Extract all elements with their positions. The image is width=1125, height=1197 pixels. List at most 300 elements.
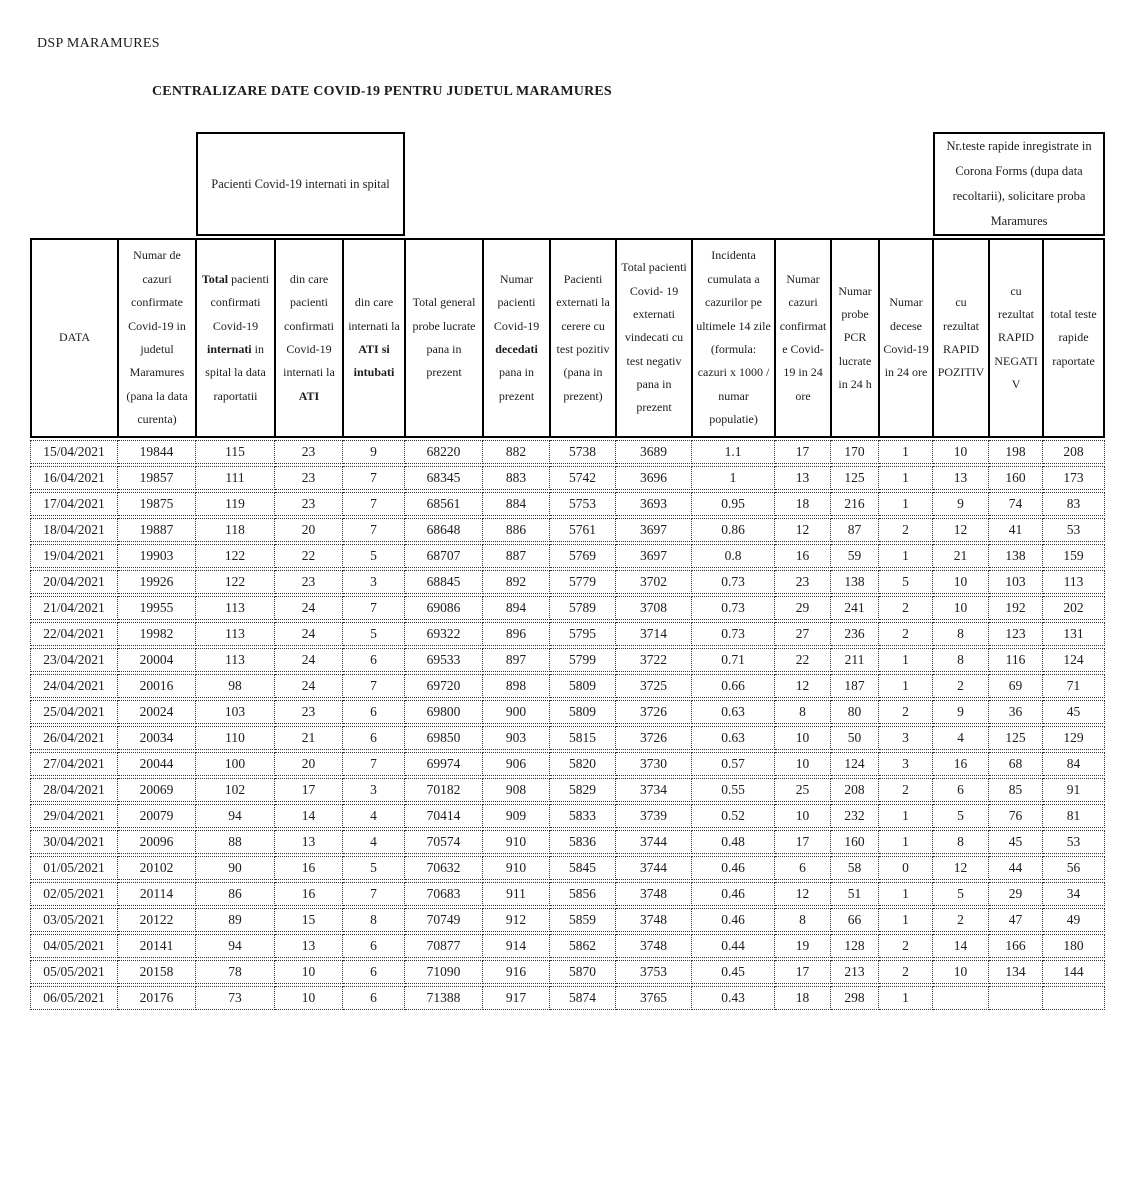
cell-decese-24-ore: 3 bbox=[879, 752, 933, 776]
cell-teste-rapide-total: 71 bbox=[1043, 674, 1105, 698]
cell-probe-lucrate-total: 68707 bbox=[405, 544, 483, 568]
cell-teste-rapide-total: 34 bbox=[1043, 882, 1105, 906]
cell-probe-lucrate-total: 69974 bbox=[405, 752, 483, 776]
column-header-probe-pcr-24-ore: Numar probe PCR lucrate in 24 h bbox=[831, 238, 879, 438]
cell-ati-intubati: 6 bbox=[343, 986, 405, 1010]
cell-probe-pcr-24-ore: 298 bbox=[831, 986, 879, 1010]
cell-data: 23/04/2021 bbox=[30, 648, 118, 672]
cell-decese-24-ore: 2 bbox=[879, 596, 933, 620]
cell-incidenta-14-zile: 0.52 bbox=[692, 804, 775, 828]
cell-decese-24-ore: 1 bbox=[879, 466, 933, 490]
group-header-rapid-tests: Nr.teste rapide inregistrate in Corona Forms (dupa data recoltarii), solicitare proba Maramures bbox=[933, 132, 1105, 236]
cell-rapid-pozitiv: 10 bbox=[933, 570, 989, 594]
cell-probe-pcr-24-ore: 66 bbox=[831, 908, 879, 932]
cell-data: 30/04/2021 bbox=[30, 830, 118, 854]
cell-rapid-pozitiv bbox=[933, 986, 989, 1010]
cell-internati-spital: 88 bbox=[196, 830, 275, 854]
cell-rapid-pozitiv: 8 bbox=[933, 648, 989, 672]
column-header-internati-ati: din care pacienti confirmati Covid-19 internati la ATI bbox=[275, 238, 343, 438]
cell-probe-pcr-24-ore: 58 bbox=[831, 856, 879, 880]
cell-teste-rapide-total: 113 bbox=[1043, 570, 1105, 594]
cell-externati-la-cerere: 5856 bbox=[550, 882, 616, 906]
data-row bbox=[30, 830, 1105, 854]
cell-rapid-negativ: 160 bbox=[989, 466, 1043, 490]
data-row bbox=[30, 622, 1105, 646]
column-header-cazuri-24-ore: Numar cazuri confirmate Covid-19 in 24 ore bbox=[775, 238, 831, 438]
cell-teste-rapide-total: 49 bbox=[1043, 908, 1105, 932]
cell-decese-24-ore: 1 bbox=[879, 804, 933, 828]
cell-cazuri-confirmate-total: 20122 bbox=[118, 908, 196, 932]
cell-internati-ati: 13 bbox=[275, 830, 343, 854]
cell-teste-rapide-total: 124 bbox=[1043, 648, 1105, 672]
cell-probe-pcr-24-ore: 50 bbox=[831, 726, 879, 750]
cell-cazuri-24-ore: 19 bbox=[775, 934, 831, 958]
cell-cazuri-confirmate-total: 20102 bbox=[118, 856, 196, 880]
cell-cazuri-24-ore: 25 bbox=[775, 778, 831, 802]
cell-probe-pcr-24-ore: 80 bbox=[831, 700, 879, 724]
cell-internati-ati: 16 bbox=[275, 856, 343, 880]
cell-probe-pcr-24-ore: 211 bbox=[831, 648, 879, 672]
cell-incidenta-14-zile: 0.73 bbox=[692, 570, 775, 594]
cell-externati-la-cerere: 5795 bbox=[550, 622, 616, 646]
cell-data: 20/04/2021 bbox=[30, 570, 118, 594]
cell-externati-vindecati: 3726 bbox=[616, 700, 692, 724]
cell-incidenta-14-zile: 0.48 bbox=[692, 830, 775, 854]
data-row bbox=[30, 960, 1105, 984]
cell-rapid-pozitiv: 5 bbox=[933, 882, 989, 906]
cell-ati-intubati: 7 bbox=[343, 596, 405, 620]
cell-externati-la-cerere: 5859 bbox=[550, 908, 616, 932]
cell-internati-ati: 24 bbox=[275, 648, 343, 672]
cell-externati-la-cerere: 5753 bbox=[550, 492, 616, 516]
cell-ati-intubati: 3 bbox=[343, 778, 405, 802]
cell-rapid-pozitiv: 6 bbox=[933, 778, 989, 802]
data-row bbox=[30, 804, 1105, 828]
data-row bbox=[30, 544, 1105, 568]
cell-probe-pcr-24-ore: 170 bbox=[831, 440, 879, 464]
cell-internati-spital: 90 bbox=[196, 856, 275, 880]
cell-probe-lucrate-total: 70574 bbox=[405, 830, 483, 854]
cell-decese-24-ore: 2 bbox=[879, 960, 933, 984]
cell-rapid-pozitiv: 13 bbox=[933, 466, 989, 490]
cell-teste-rapide-total: 173 bbox=[1043, 466, 1105, 490]
cell-rapid-pozitiv: 12 bbox=[933, 518, 989, 542]
cell-teste-rapide-total: 91 bbox=[1043, 778, 1105, 802]
cell-cazuri-confirmate-total: 19844 bbox=[118, 440, 196, 464]
cell-ati-intubati: 9 bbox=[343, 440, 405, 464]
data-row bbox=[30, 648, 1105, 672]
cell-incidenta-14-zile: 0.45 bbox=[692, 960, 775, 984]
cell-cazuri-confirmate-total: 20024 bbox=[118, 700, 196, 724]
data-row bbox=[30, 726, 1105, 750]
cell-internati-ati: 21 bbox=[275, 726, 343, 750]
group-header-row bbox=[30, 132, 1105, 236]
cell-probe-pcr-24-ore: 236 bbox=[831, 622, 879, 646]
cell-internati-spital: 89 bbox=[196, 908, 275, 932]
cell-externati-la-cerere: 5820 bbox=[550, 752, 616, 776]
cell-cazuri-confirmate-total: 19982 bbox=[118, 622, 196, 646]
cell-probe-lucrate-total: 70182 bbox=[405, 778, 483, 802]
cell-data: 27/04/2021 bbox=[30, 752, 118, 776]
cell-ati-intubati: 7 bbox=[343, 492, 405, 516]
cell-rapid-pozitiv: 21 bbox=[933, 544, 989, 568]
cell-externati-la-cerere: 5833 bbox=[550, 804, 616, 828]
cell-teste-rapide-total: 81 bbox=[1043, 804, 1105, 828]
cell-cazuri-24-ore: 17 bbox=[775, 830, 831, 854]
cell-rapid-negativ: 36 bbox=[989, 700, 1043, 724]
cell-probe-lucrate-total: 70414 bbox=[405, 804, 483, 828]
cell-externati-vindecati: 3722 bbox=[616, 648, 692, 672]
cell-data: 03/05/2021 bbox=[30, 908, 118, 932]
cell-cazuri-24-ore: 18 bbox=[775, 986, 831, 1010]
column-header-rapid-pozitiv: cu rezultat RAPID POZITIV bbox=[933, 238, 989, 438]
cell-ati-intubati: 5 bbox=[343, 622, 405, 646]
column-header-incidenta-14-zile: Incidenta cumulata a cazurilor pe ultimele 14 zile (formula: cazuri x 1000 / numar populatie) bbox=[692, 238, 775, 438]
covid-data-table bbox=[30, 130, 1105, 1012]
cell-decedati-total: 900 bbox=[483, 700, 550, 724]
cell-incidenta-14-zile: 0.71 bbox=[692, 648, 775, 672]
cell-rapid-negativ: 69 bbox=[989, 674, 1043, 698]
cell-incidenta-14-zile: 0.46 bbox=[692, 908, 775, 932]
cell-data: 02/05/2021 bbox=[30, 882, 118, 906]
cell-decedati-total: 914 bbox=[483, 934, 550, 958]
column-header-data: DATA bbox=[30, 238, 118, 438]
cell-incidenta-14-zile: 0.44 bbox=[692, 934, 775, 958]
cell-incidenta-14-zile: 0.63 bbox=[692, 726, 775, 750]
cell-decedati-total: 917 bbox=[483, 986, 550, 1010]
cell-probe-pcr-24-ore: 138 bbox=[831, 570, 879, 594]
cell-ati-intubati: 6 bbox=[343, 700, 405, 724]
cell-externati-la-cerere: 5809 bbox=[550, 700, 616, 724]
group-header-spacer-middle bbox=[405, 132, 933, 236]
cell-internati-ati: 15 bbox=[275, 908, 343, 932]
cell-internati-ati: 20 bbox=[275, 518, 343, 542]
cell-data: 21/04/2021 bbox=[30, 596, 118, 620]
cell-cazuri-confirmate-total: 20176 bbox=[118, 986, 196, 1010]
cell-decese-24-ore: 1 bbox=[879, 674, 933, 698]
cell-internati-ati: 10 bbox=[275, 960, 343, 984]
cell-internati-ati: 23 bbox=[275, 492, 343, 516]
cell-externati-vindecati: 3726 bbox=[616, 726, 692, 750]
cell-probe-lucrate-total: 68845 bbox=[405, 570, 483, 594]
cell-teste-rapide-total: 56 bbox=[1043, 856, 1105, 880]
cell-data: 17/04/2021 bbox=[30, 492, 118, 516]
cell-data: 04/05/2021 bbox=[30, 934, 118, 958]
cell-cazuri-confirmate-total: 19926 bbox=[118, 570, 196, 594]
cell-internati-spital: 113 bbox=[196, 622, 275, 646]
cell-cazuri-24-ore: 16 bbox=[775, 544, 831, 568]
cell-cazuri-confirmate-total: 19875 bbox=[118, 492, 196, 516]
cell-rapid-pozitiv: 8 bbox=[933, 830, 989, 854]
cell-externati-la-cerere: 5870 bbox=[550, 960, 616, 984]
cell-ati-intubati: 7 bbox=[343, 518, 405, 542]
cell-cazuri-24-ore: 10 bbox=[775, 752, 831, 776]
cell-rapid-pozitiv: 14 bbox=[933, 934, 989, 958]
column-header-probe-lucrate-total: Total general probe lucrate pana in prezent bbox=[405, 238, 483, 438]
data-row bbox=[30, 440, 1105, 464]
cell-cazuri-confirmate-total: 20034 bbox=[118, 726, 196, 750]
cell-incidenta-14-zile: 0.86 bbox=[692, 518, 775, 542]
cell-incidenta-14-zile: 0.43 bbox=[692, 986, 775, 1010]
cell-cazuri-confirmate-total: 20114 bbox=[118, 882, 196, 906]
cell-ati-intubati: 6 bbox=[343, 648, 405, 672]
cell-rapid-pozitiv: 8 bbox=[933, 622, 989, 646]
cell-externati-vindecati: 3744 bbox=[616, 830, 692, 854]
cell-probe-lucrate-total: 69850 bbox=[405, 726, 483, 750]
cell-internati-spital: 103 bbox=[196, 700, 275, 724]
cell-internati-ati: 10 bbox=[275, 986, 343, 1010]
cell-cazuri-confirmate-total: 19887 bbox=[118, 518, 196, 542]
cell-probe-pcr-24-ore: 59 bbox=[831, 544, 879, 568]
cell-probe-lucrate-total: 68220 bbox=[405, 440, 483, 464]
cell-teste-rapide-total: 53 bbox=[1043, 518, 1105, 542]
cell-probe-pcr-24-ore: 216 bbox=[831, 492, 879, 516]
cell-externati-vindecati: 3708 bbox=[616, 596, 692, 620]
cell-ati-intubati: 6 bbox=[343, 960, 405, 984]
cell-decedati-total: 910 bbox=[483, 856, 550, 880]
cell-externati-vindecati: 3753 bbox=[616, 960, 692, 984]
cell-probe-pcr-24-ore: 51 bbox=[831, 882, 879, 906]
data-row bbox=[30, 908, 1105, 932]
cell-cazuri-confirmate-total: 20044 bbox=[118, 752, 196, 776]
cell-probe-pcr-24-ore: 241 bbox=[831, 596, 879, 620]
cell-incidenta-14-zile: 0.57 bbox=[692, 752, 775, 776]
cell-externati-vindecati: 3693 bbox=[616, 492, 692, 516]
cell-internati-spital: 78 bbox=[196, 960, 275, 984]
cell-probe-pcr-24-ore: 187 bbox=[831, 674, 879, 698]
cell-cazuri-confirmate-total: 20141 bbox=[118, 934, 196, 958]
cell-internati-ati: 23 bbox=[275, 570, 343, 594]
cell-externati-la-cerere: 5779 bbox=[550, 570, 616, 594]
cell-rapid-negativ: 192 bbox=[989, 596, 1043, 620]
cell-probe-pcr-24-ore: 232 bbox=[831, 804, 879, 828]
cell-externati-la-cerere: 5769 bbox=[550, 544, 616, 568]
data-row bbox=[30, 986, 1105, 1010]
cell-decese-24-ore: 1 bbox=[879, 908, 933, 932]
cell-data: 01/05/2021 bbox=[30, 856, 118, 880]
cell-decese-24-ore: 1 bbox=[879, 544, 933, 568]
cell-internati-spital: 94 bbox=[196, 804, 275, 828]
cell-probe-lucrate-total: 70877 bbox=[405, 934, 483, 958]
cell-internati-ati: 14 bbox=[275, 804, 343, 828]
data-row bbox=[30, 882, 1105, 906]
cell-rapid-negativ: 68 bbox=[989, 752, 1043, 776]
cell-rapid-negativ: 45 bbox=[989, 830, 1043, 854]
cell-decese-24-ore: 0 bbox=[879, 856, 933, 880]
cell-rapid-negativ: 44 bbox=[989, 856, 1043, 880]
cell-externati-vindecati: 3739 bbox=[616, 804, 692, 828]
cell-probe-pcr-24-ore: 213 bbox=[831, 960, 879, 984]
org-name: DSP MARAMURES bbox=[37, 36, 160, 51]
cell-externati-la-cerere: 5874 bbox=[550, 986, 616, 1010]
cell-decedati-total: 892 bbox=[483, 570, 550, 594]
cell-rapid-negativ bbox=[989, 986, 1043, 1010]
column-header-rapid-negativ: cu rezultat RAPID NEGATIV bbox=[989, 238, 1043, 438]
cell-incidenta-14-zile: 0.73 bbox=[692, 622, 775, 646]
cell-data: 16/04/2021 bbox=[30, 466, 118, 490]
cell-internati-spital: 86 bbox=[196, 882, 275, 906]
data-row bbox=[30, 518, 1105, 542]
cell-externati-vindecati: 3765 bbox=[616, 986, 692, 1010]
cell-externati-vindecati: 3697 bbox=[616, 544, 692, 568]
cell-cazuri-confirmate-total: 20096 bbox=[118, 830, 196, 854]
cell-externati-vindecati: 3696 bbox=[616, 466, 692, 490]
cell-data: 05/05/2021 bbox=[30, 960, 118, 984]
cell-probe-pcr-24-ore: 124 bbox=[831, 752, 879, 776]
cell-rapid-pozitiv: 10 bbox=[933, 960, 989, 984]
cell-decedati-total: 912 bbox=[483, 908, 550, 932]
cell-probe-lucrate-total: 69720 bbox=[405, 674, 483, 698]
cell-internati-ati: 23 bbox=[275, 466, 343, 490]
cell-decedati-total: 887 bbox=[483, 544, 550, 568]
cell-rapid-negativ: 76 bbox=[989, 804, 1043, 828]
column-header-internati-spital: Total pacienti confirmati Covid-19 internati in spital la data raportatii bbox=[196, 238, 275, 438]
cell-cazuri-24-ore: 12 bbox=[775, 518, 831, 542]
cell-decedati-total: 909 bbox=[483, 804, 550, 828]
cell-internati-spital: 102 bbox=[196, 778, 275, 802]
cell-externati-la-cerere: 5836 bbox=[550, 830, 616, 854]
cell-decedati-total: 882 bbox=[483, 440, 550, 464]
cell-cazuri-confirmate-total: 19857 bbox=[118, 466, 196, 490]
cell-probe-lucrate-total: 70683 bbox=[405, 882, 483, 906]
cell-rapid-pozitiv: 9 bbox=[933, 492, 989, 516]
cell-decedati-total: 894 bbox=[483, 596, 550, 620]
cell-rapid-negativ: 134 bbox=[989, 960, 1043, 984]
cell-teste-rapide-total: 208 bbox=[1043, 440, 1105, 464]
cell-teste-rapide-total: 180 bbox=[1043, 934, 1105, 958]
cell-rapid-negativ: 74 bbox=[989, 492, 1043, 516]
cell-internati-ati: 24 bbox=[275, 674, 343, 698]
cell-internati-ati: 24 bbox=[275, 596, 343, 620]
cell-decedati-total: 884 bbox=[483, 492, 550, 516]
cell-probe-lucrate-total: 69322 bbox=[405, 622, 483, 646]
column-header-externati-vindecati: Total pacienti Covid- 19 externati vindecati cu test negativ pana in prezent bbox=[616, 238, 692, 438]
cell-cazuri-24-ore: 12 bbox=[775, 882, 831, 906]
cell-rapid-pozitiv: 4 bbox=[933, 726, 989, 750]
cell-externati-la-cerere: 5815 bbox=[550, 726, 616, 750]
cell-internati-ati: 22 bbox=[275, 544, 343, 568]
cell-rapid-negativ: 41 bbox=[989, 518, 1043, 542]
cell-decese-24-ore: 1 bbox=[879, 830, 933, 854]
cell-cazuri-24-ore: 17 bbox=[775, 960, 831, 984]
cell-teste-rapide-total: 129 bbox=[1043, 726, 1105, 750]
cell-decedati-total: 916 bbox=[483, 960, 550, 984]
cell-rapid-negativ: 29 bbox=[989, 882, 1043, 906]
cell-cazuri-confirmate-total: 20158 bbox=[118, 960, 196, 984]
cell-ati-intubati: 3 bbox=[343, 570, 405, 594]
cell-externati-vindecati: 3744 bbox=[616, 856, 692, 880]
cell-rapid-negativ: 47 bbox=[989, 908, 1043, 932]
cell-rapid-pozitiv: 2 bbox=[933, 674, 989, 698]
cell-internati-spital: 94 bbox=[196, 934, 275, 958]
cell-externati-la-cerere: 5845 bbox=[550, 856, 616, 880]
cell-cazuri-24-ore: 29 bbox=[775, 596, 831, 620]
document-page bbox=[0, 36, 1125, 1012]
cell-cazuri-confirmate-total: 19903 bbox=[118, 544, 196, 568]
cell-externati-la-cerere: 5738 bbox=[550, 440, 616, 464]
cell-cazuri-24-ore: 8 bbox=[775, 700, 831, 724]
cell-rapid-pozitiv: 2 bbox=[933, 908, 989, 932]
cell-probe-pcr-24-ore: 208 bbox=[831, 778, 879, 802]
cell-externati-la-cerere: 5829 bbox=[550, 778, 616, 802]
cell-probe-lucrate-total: 68561 bbox=[405, 492, 483, 516]
cell-decese-24-ore: 1 bbox=[879, 986, 933, 1010]
cell-internati-spital: 119 bbox=[196, 492, 275, 516]
cell-decedati-total: 910 bbox=[483, 830, 550, 854]
cell-incidenta-14-zile: 0.95 bbox=[692, 492, 775, 516]
table-body bbox=[30, 440, 1105, 1010]
cell-decedati-total: 896 bbox=[483, 622, 550, 646]
cell-teste-rapide-total: 45 bbox=[1043, 700, 1105, 724]
cell-ati-intubati: 7 bbox=[343, 882, 405, 906]
cell-incidenta-14-zile: 1 bbox=[692, 466, 775, 490]
cell-rapid-pozitiv: 10 bbox=[933, 596, 989, 620]
cell-decedati-total: 897 bbox=[483, 648, 550, 672]
cell-externati-la-cerere: 5789 bbox=[550, 596, 616, 620]
cell-data: 19/04/2021 bbox=[30, 544, 118, 568]
cell-teste-rapide-total: 159 bbox=[1043, 544, 1105, 568]
cell-externati-vindecati: 3748 bbox=[616, 908, 692, 932]
cell-ati-intubati: 6 bbox=[343, 934, 405, 958]
cell-probe-lucrate-total: 69533 bbox=[405, 648, 483, 672]
cell-externati-vindecati: 3748 bbox=[616, 882, 692, 906]
cell-incidenta-14-zile: 0.73 bbox=[692, 596, 775, 620]
cell-internati-ati: 17 bbox=[275, 778, 343, 802]
cell-incidenta-14-zile: 0.8 bbox=[692, 544, 775, 568]
cell-data: 29/04/2021 bbox=[30, 804, 118, 828]
cell-decese-24-ore: 2 bbox=[879, 778, 933, 802]
cell-internati-spital: 115 bbox=[196, 440, 275, 464]
column-header-externati-la-cerere: Pacienti externati la cerere cu test pozitiv (pana in prezent) bbox=[550, 238, 616, 438]
column-header-cazuri-confirmate-total: Numar de cazuri confirmate Covid-19 in judetul Maramures (pana la data curenta) bbox=[118, 238, 196, 438]
cell-externati-vindecati: 3689 bbox=[616, 440, 692, 464]
cell-externati-vindecati: 3714 bbox=[616, 622, 692, 646]
cell-probe-pcr-24-ore: 87 bbox=[831, 518, 879, 542]
cell-incidenta-14-zile: 1.1 bbox=[692, 440, 775, 464]
cell-data: 25/04/2021 bbox=[30, 700, 118, 724]
data-row bbox=[30, 934, 1105, 958]
column-header-teste-rapide-total: total teste rapide raportate bbox=[1043, 238, 1105, 438]
cell-decese-24-ore: 1 bbox=[879, 440, 933, 464]
cell-cazuri-24-ore: 17 bbox=[775, 440, 831, 464]
cell-incidenta-14-zile: 0.46 bbox=[692, 856, 775, 880]
cell-internati-spital: 113 bbox=[196, 596, 275, 620]
data-row bbox=[30, 752, 1105, 776]
cell-internati-spital: 122 bbox=[196, 570, 275, 594]
cell-ati-intubati: 7 bbox=[343, 466, 405, 490]
cell-cazuri-24-ore: 18 bbox=[775, 492, 831, 516]
cell-internati-spital: 98 bbox=[196, 674, 275, 698]
data-row bbox=[30, 778, 1105, 802]
cell-probe-lucrate-total: 68648 bbox=[405, 518, 483, 542]
cell-rapid-negativ: 85 bbox=[989, 778, 1043, 802]
cell-externati-vindecati: 3748 bbox=[616, 934, 692, 958]
cell-ati-intubati: 7 bbox=[343, 752, 405, 776]
cell-rapid-pozitiv: 12 bbox=[933, 856, 989, 880]
cell-data: 26/04/2021 bbox=[30, 726, 118, 750]
cell-decese-24-ore: 5 bbox=[879, 570, 933, 594]
cell-data: 24/04/2021 bbox=[30, 674, 118, 698]
column-header-ati-intubati: din care internati la ATI si intubati bbox=[343, 238, 405, 438]
cell-externati-la-cerere: 5809 bbox=[550, 674, 616, 698]
data-row bbox=[30, 700, 1105, 724]
cell-internati-spital: 73 bbox=[196, 986, 275, 1010]
data-row bbox=[30, 466, 1105, 490]
cell-decedati-total: 903 bbox=[483, 726, 550, 750]
cell-internati-ati: 13 bbox=[275, 934, 343, 958]
cell-cazuri-confirmate-total: 20069 bbox=[118, 778, 196, 802]
cell-internati-ati: 20 bbox=[275, 752, 343, 776]
